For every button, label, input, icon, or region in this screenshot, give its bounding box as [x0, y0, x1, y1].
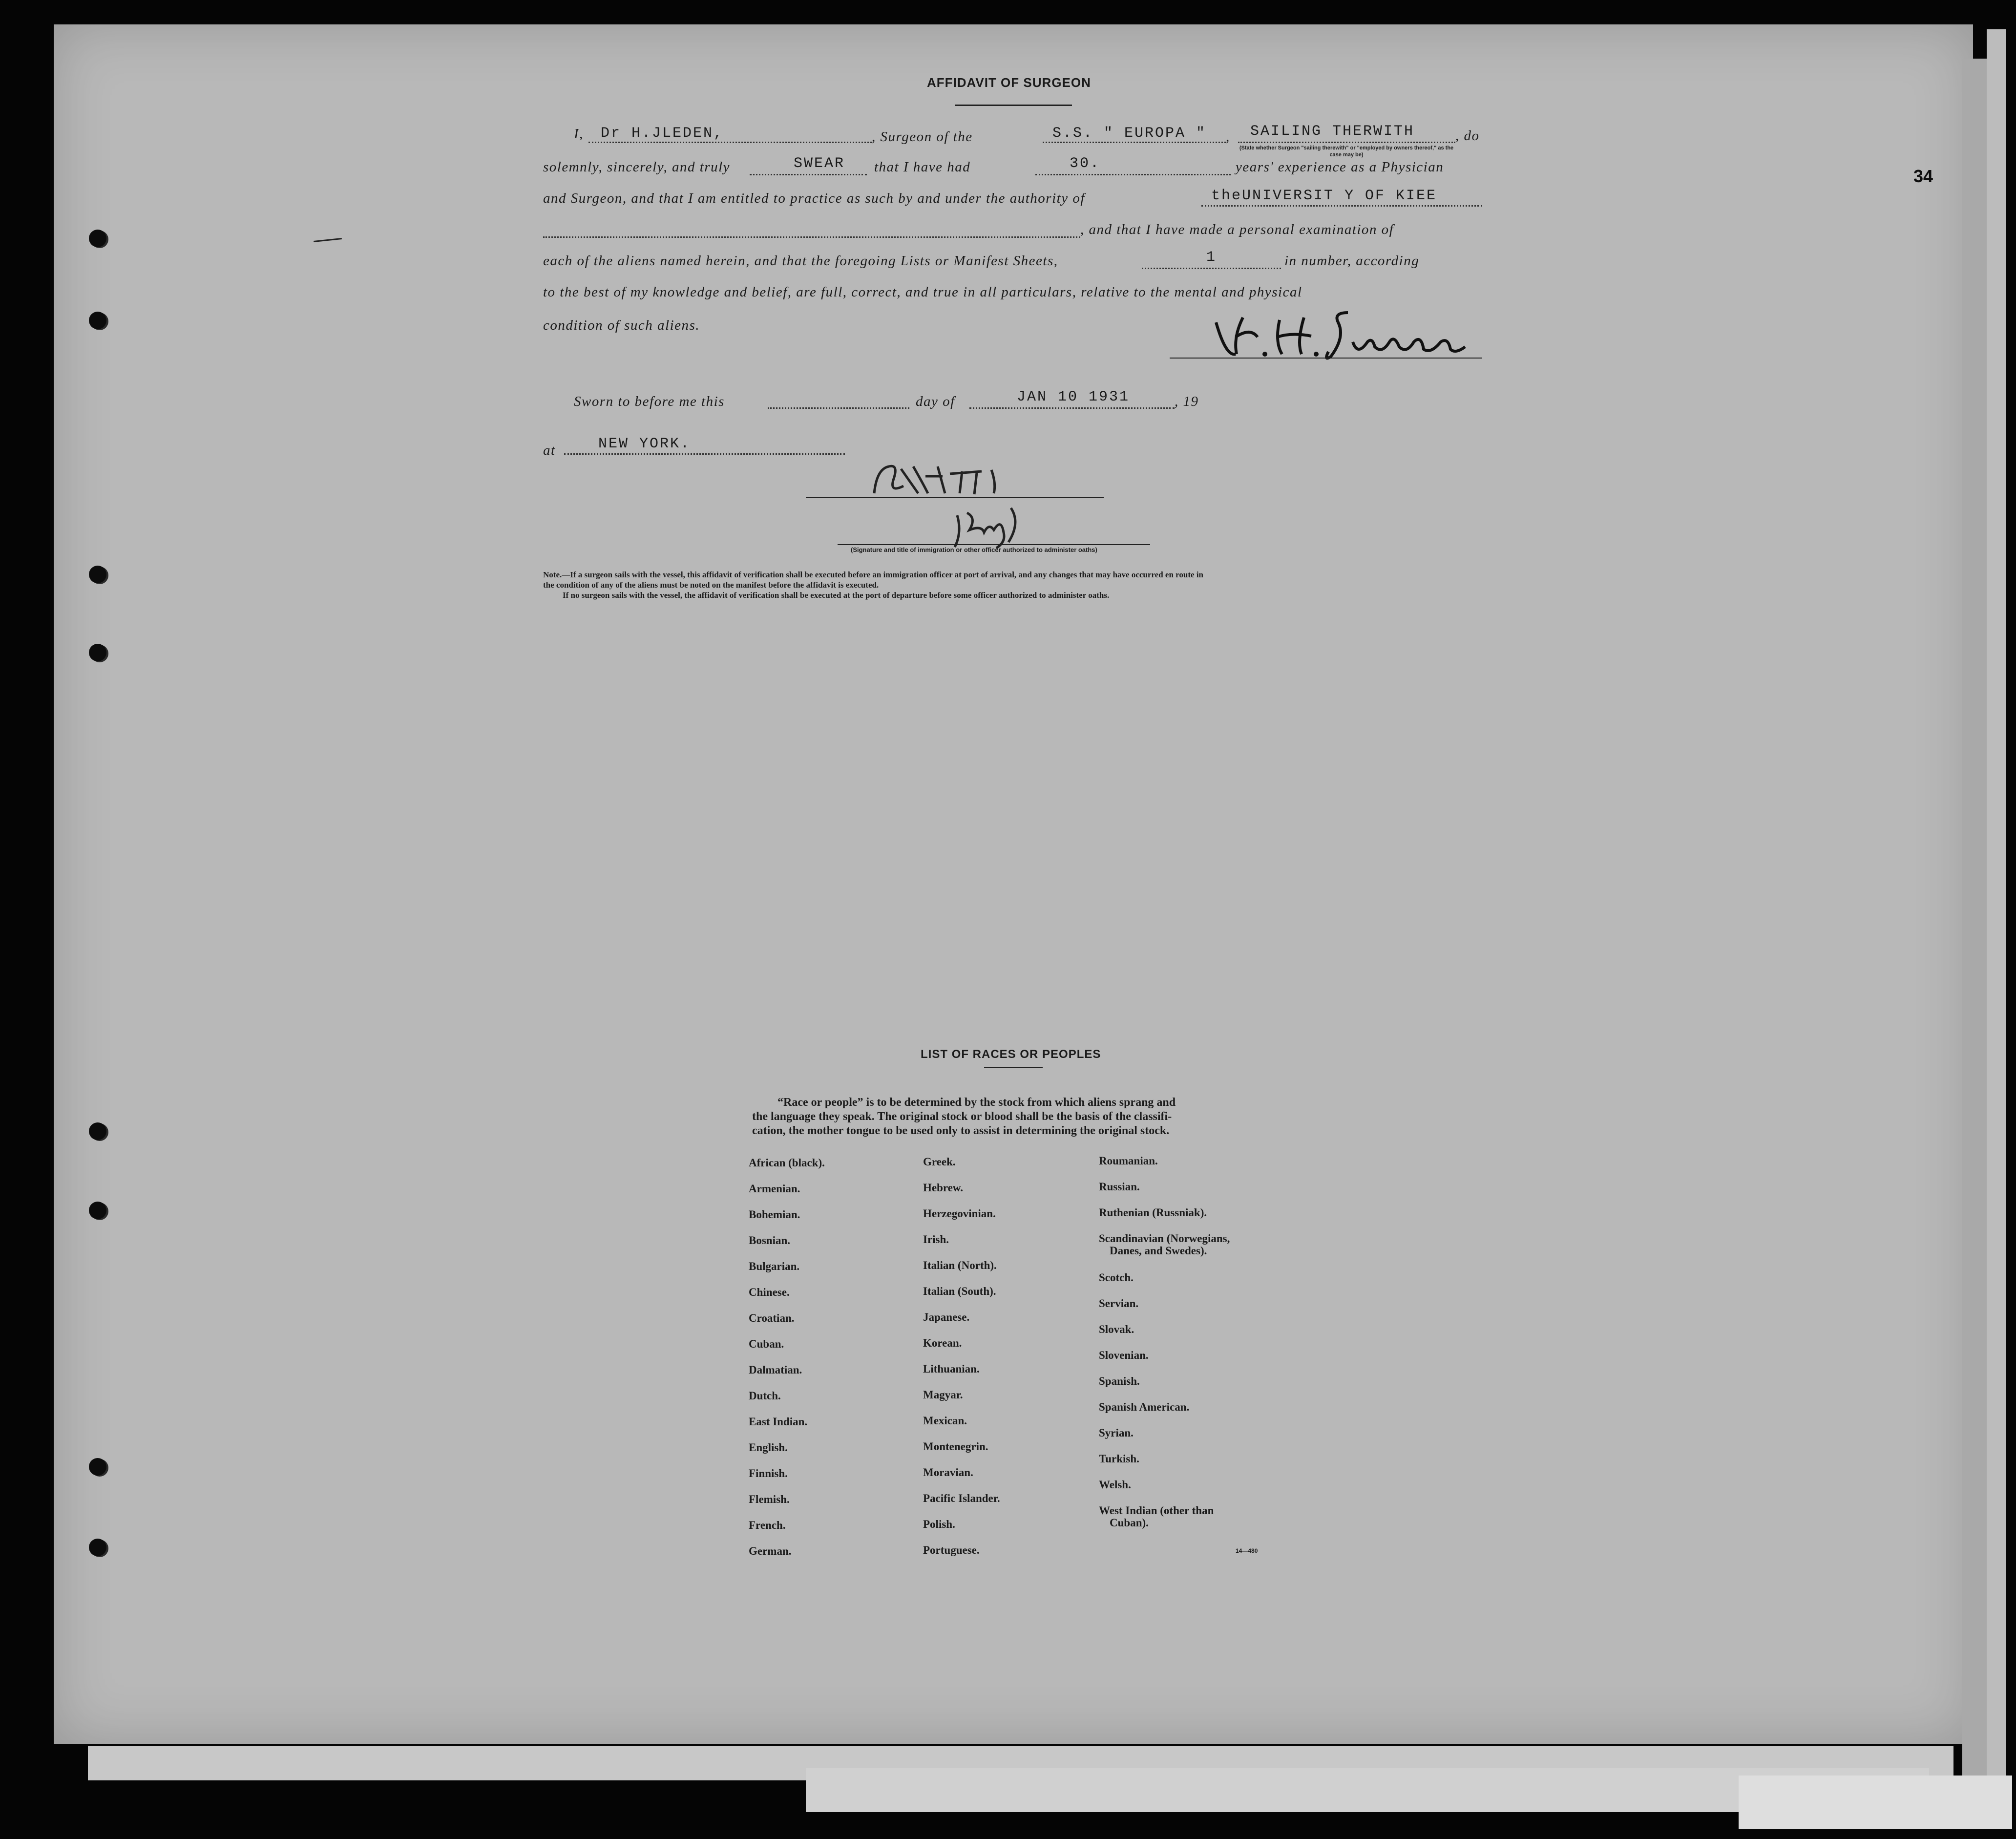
- fill-line: [1142, 268, 1281, 269]
- race-item: East Indian.: [749, 1416, 808, 1428]
- binder-hole: [89, 1122, 106, 1140]
- binder-hole: [89, 1202, 106, 1219]
- fill-line: [750, 174, 867, 175]
- race-item: Mexican.: [923, 1415, 967, 1427]
- surgeon-name: Dr H.JLEDEN,: [601, 125, 724, 142]
- affidavit-text: I,: [574, 126, 584, 142]
- race-item: Hebrew.: [923, 1182, 963, 1194]
- race-item: Korean.: [923, 1337, 962, 1349]
- page-edge-right: [1962, 59, 1987, 1788]
- race-item: Moravian.: [923, 1466, 973, 1479]
- affidavit-text: ,: [1226, 129, 1230, 145]
- place-label: at: [543, 443, 556, 458]
- race-item: Syrian.: [1099, 1427, 1134, 1439]
- affidavit-text: solemnly, sincerely, and truly: [543, 159, 731, 175]
- fill-line: [543, 236, 1080, 238]
- sworn-text: Sworn to before me this: [574, 394, 725, 409]
- title-underline: [955, 105, 1072, 106]
- sworn-date: JAN 10 1931: [1017, 389, 1130, 405]
- officer-signature: [869, 459, 1055, 498]
- binder-hole: [89, 566, 106, 583]
- race-item: Armenian.: [749, 1183, 800, 1195]
- race-item: Roumanian.: [1099, 1155, 1158, 1167]
- affidavit-text: in number, according: [1284, 253, 1420, 269]
- binder-hole: [89, 1458, 106, 1476]
- affidavit-text: and Surgeon, and that I am entitled to practice as such by and under the authority of: [543, 190, 1085, 206]
- document-page: [54, 24, 1973, 1744]
- race-item: Dalmatian.: [749, 1364, 802, 1376]
- authority-university: theUNIVERSIT Y OF KIEE: [1211, 188, 1437, 204]
- affidavit-text: , do: [1455, 128, 1480, 144]
- race-item: Russian.: [1099, 1181, 1140, 1193]
- race-item: Turkish.: [1099, 1453, 1139, 1465]
- race-item: Chinese.: [749, 1286, 790, 1298]
- race-item: Finnish.: [749, 1467, 788, 1480]
- race-item: Servian.: [1099, 1297, 1139, 1310]
- race-item: Polish.: [923, 1518, 955, 1530]
- fill-line: [1238, 142, 1455, 143]
- sailing-note: (State whether Surgeon "sailing therewith" or "employed by owners thereof," as the case may be): [1239, 145, 1454, 158]
- race-item: Italian (North).: [923, 1259, 997, 1271]
- race-item: Magyar.: [923, 1389, 963, 1401]
- fill-line: [1201, 205, 1482, 207]
- affidavit-text: that I have had: [874, 159, 971, 175]
- race-item: Portuguese.: [923, 1544, 980, 1556]
- sworn-place: NEW YORK.: [598, 436, 691, 452]
- sworn-text: day of: [916, 394, 955, 409]
- officer-initials: [947, 503, 1045, 550]
- race-item: Herzegovinian.: [923, 1207, 996, 1220]
- affidavit-text: , and that I have made a personal examination of: [1080, 222, 1394, 237]
- binder-hole: [89, 1539, 106, 1556]
- affidavit-note-line: Note.—If a surgeon sails with the vessel, this affidavit of verification shall be executed before an immigration officer at port of arrival, and any changes that may have occurred en route in: [543, 570, 1203, 579]
- affidavit-text: to the best of my knowledge and belief, are full, correct, and true in all particulars, relative to the mental and physical: [543, 284, 1302, 300]
- fill-line: [969, 407, 1175, 409]
- officer-line-2: [838, 544, 1150, 545]
- page-edge-bottom-corner: [1739, 1776, 2012, 1829]
- sworn-text: , 19: [1175, 394, 1199, 409]
- race-item: Slovak.: [1099, 1323, 1134, 1335]
- officer-caption: (Signature and title of immigration or other officer authorized to administer oaths): [851, 546, 1097, 553]
- ship-name: S.S. " EUROPA ": [1052, 125, 1207, 142]
- race-item: Slovenian.: [1099, 1349, 1149, 1361]
- races-column-1: [749, 1157, 825, 1571]
- race-item: Montenegrin.: [923, 1440, 988, 1453]
- race-item: Lithuanian.: [923, 1363, 980, 1375]
- oath-word: SWEAR: [794, 155, 845, 172]
- surgeon-signature: [1206, 308, 1480, 361]
- race-item: Scandinavian (Norwegians,: [1099, 1232, 1230, 1245]
- race-item: Scotch.: [1099, 1271, 1134, 1284]
- races-intro-line: cation, the mother tongue to be used only to assist in determining the original stock.: [752, 1124, 1170, 1137]
- binder-hole: [89, 312, 106, 329]
- races-title: LIST OF RACES OR PEOPLES: [921, 1048, 1101, 1061]
- race-item: Flemish.: [749, 1493, 790, 1505]
- race-item: Italian (South).: [923, 1285, 996, 1297]
- race-item: Welsh.: [1099, 1479, 1131, 1491]
- fill-line: [588, 142, 872, 143]
- race-item: Bulgarian.: [749, 1260, 800, 1272]
- affidavit-note-line: If no surgeon sails with the vessel, the affidavit of verification shall be executed at the port of departure before some officer authorized to administer oaths.: [563, 591, 1110, 600]
- race-item: Dutch.: [749, 1390, 781, 1402]
- fill-line: [768, 407, 909, 409]
- affidavit-note-line: the condition of any of the aliens must be noted on the manifest before the affidavit is executed.: [543, 580, 879, 590]
- race-item: Ruthenian (Russniak).: [1099, 1206, 1207, 1219]
- officer-line-1: [806, 497, 1104, 498]
- races-title-underline: [984, 1067, 1043, 1068]
- race-item: French.: [749, 1519, 786, 1531]
- race-item: Irish.: [923, 1233, 949, 1246]
- race-item: Cuban.: [749, 1338, 784, 1350]
- affidavit-text: years' experience as a Physician: [1236, 159, 1444, 175]
- fill-line: [1035, 174, 1231, 175]
- binder-hole: [89, 644, 106, 661]
- race-item: Danes, and Swedes).: [1110, 1245, 1207, 1257]
- races-intro-line: the language they speak. The original stock or blood shall be the basis of the classifi-: [752, 1110, 1172, 1123]
- form-number: 14—480: [1236, 1547, 1258, 1554]
- fill-line: [1043, 142, 1226, 143]
- race-item: German.: [749, 1545, 792, 1557]
- race-item: West Indian (other than: [1099, 1504, 1214, 1517]
- affidavit-text: , Surgeon of the: [872, 129, 973, 145]
- race-item: African (black).: [749, 1157, 825, 1169]
- page-number: 34: [1913, 166, 1933, 186]
- race-item: Cuban).: [1110, 1517, 1149, 1529]
- affidavit-text: condition of such aliens.: [543, 317, 700, 333]
- page-edge-right-outer: [1987, 29, 2006, 1793]
- years-experience: 30.: [1070, 155, 1101, 172]
- race-item: Spanish.: [1099, 1375, 1140, 1387]
- race-item: Japanese.: [923, 1311, 970, 1323]
- races-column-3: [1099, 1155, 1230, 1529]
- race-item: Spanish American.: [1099, 1401, 1190, 1413]
- manifest-sheets: 1: [1206, 249, 1217, 266]
- race-item: Croatian.: [749, 1312, 795, 1324]
- race-item: Pacific Islander.: [923, 1492, 1000, 1504]
- fill-line: [564, 453, 845, 455]
- races-column-2: [923, 1156, 1000, 1570]
- race-item: English.: [749, 1441, 788, 1454]
- race-item: Bosnian.: [749, 1234, 791, 1247]
- affidavit-text: each of the aliens named herein, and that the foregoing Lists or Manifest Sheets,: [543, 253, 1058, 269]
- binder-hole: [89, 230, 106, 247]
- affidavit-title: AFFIDAVIT OF SURGEON: [927, 75, 1091, 90]
- sailing-status: SAILING THERWITH: [1250, 123, 1415, 140]
- race-item: Bohemian.: [749, 1208, 800, 1221]
- races-intro-line: “Race or people” is to be determined by the stock from which aliens sprang and: [777, 1096, 1176, 1109]
- signature-line: [1170, 358, 1482, 359]
- race-item: Greek.: [923, 1156, 956, 1168]
